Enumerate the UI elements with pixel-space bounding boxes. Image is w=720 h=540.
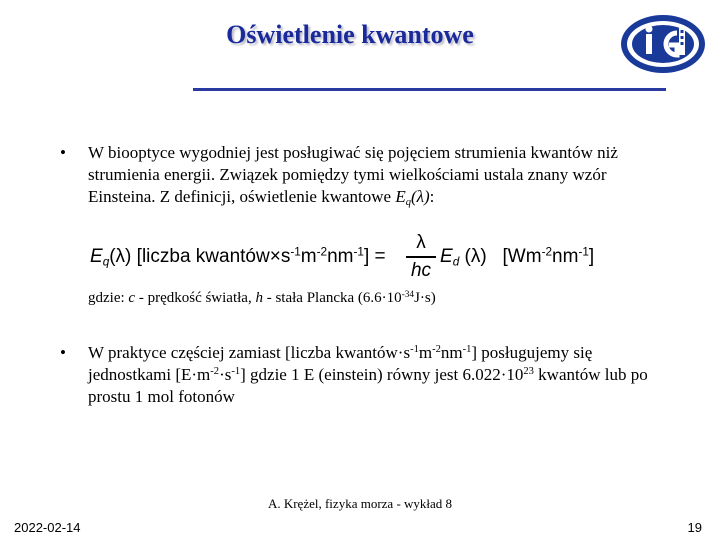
fraction-denominator: hc — [410, 259, 432, 281]
bullet-paragraph-1: W biooptyce wygodniej jest posługiwać się pojęciem strumienia kwantów niż strumienia energii. Związek pomiędzy tymi wielkościami ustala znany wzór Einsteina. Z definicji, oświetlenie kwantowe $E_q(\lambda)$: — [88, 143, 618, 209]
bullet-marker: • — [60, 143, 66, 162]
formula-note: gdzie: c - prędkość światła, h - stała Plancka $(6.6\cdot 10^{-34}J\cdot s)$ — [88, 289, 436, 306]
einstein-formula — [90, 232, 620, 284]
fraction-bar — [406, 256, 436, 258]
formula-rhs: $E_d$ (λ) $[Wm^{-2}nm^{-1}]$ — [440, 245, 595, 269]
page-number: 19 — [687, 520, 702, 535]
bullet-marker: • — [60, 343, 66, 362]
bullet-paragraph-2: W praktyce częściej zamiast [liczba $kwantów\cdot s^{-1}m^{-2}nm^{-1}$] posługujemy się jednostkami $[E\cdot m^{-2}\cdot s^{-1}]$ gdzie 1 E (einstein) równy jest $6.022\cdot 10^{23}$ kwantów lub po prostu 1 mol fotonów — [88, 343, 648, 406]
slide-date: 2022-02-14 — [14, 520, 81, 535]
title-underline — [193, 88, 666, 91]
slide-title: Oświetlenie kwantowe — [226, 20, 474, 49]
formula-fraction — [406, 232, 436, 282]
formula-lhs: $E_q(\lambda)$ [liczba $kwantów\times s^{-1}m^{-2}nm^{-1}$] = — [90, 245, 386, 269]
fraction-numerator: λ — [416, 232, 426, 253]
institute-logo-icon — [619, 13, 707, 75]
footer-source: A. Krężel, fizyka morza - wykład 8 — [267, 496, 453, 511]
